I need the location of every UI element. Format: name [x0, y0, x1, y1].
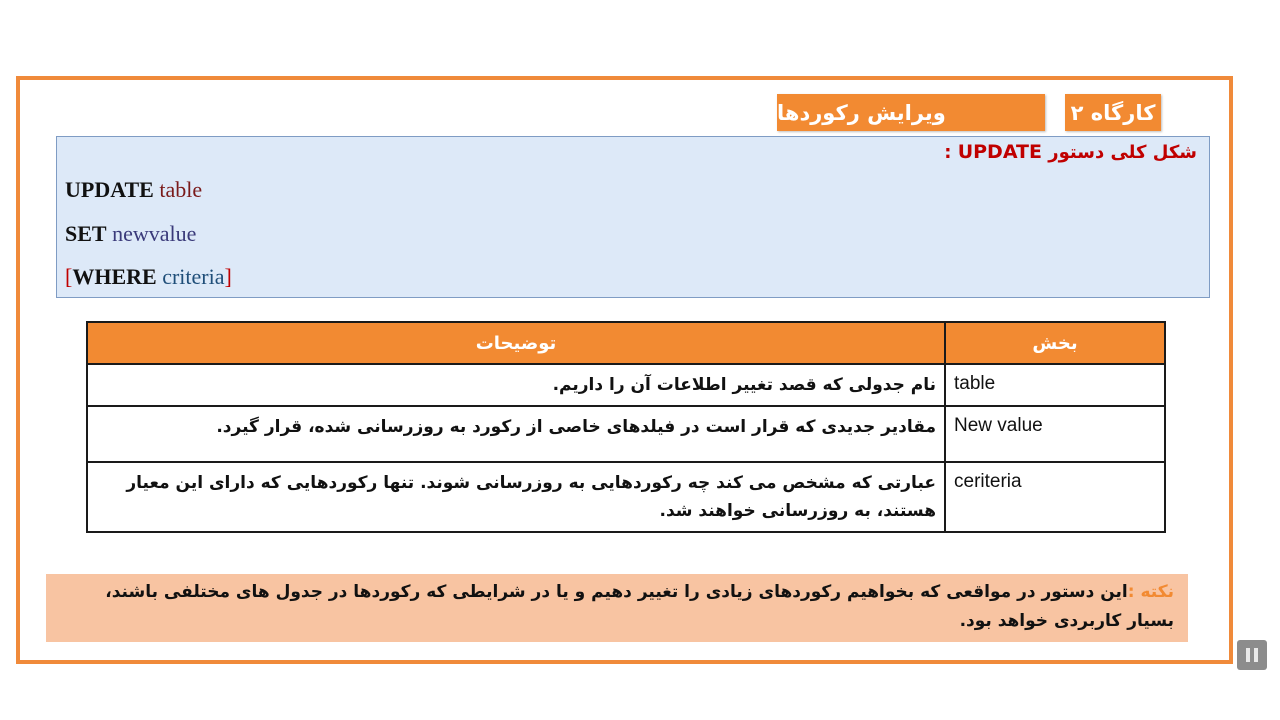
syntax-heading-prefix: شکل کلی دستور [1048, 142, 1197, 163]
cell-desc: مقادیر جدیدی که قرار است در فیلدهای خاصی از رکورد به روزرسانی شده، قرار گیرد. [87, 406, 945, 462]
lab-badge-label: کارگاه ۲ [1070, 100, 1156, 125]
syntax-arg-table: table [159, 177, 203, 202]
note-text: این دستور در مواقعی که بخواهیم رکوردهای زیادی را تغییر دهیم و یا در شرایطی که رکوردها در جدول های مختلفی باشند، بسیار کاربردی خواهد بود. [105, 582, 1174, 631]
syntax-keyword-set: SET [65, 221, 107, 246]
slide-title [777, 94, 1045, 131]
syntax-bracket-open: [ [65, 264, 73, 289]
cell-part: ceriteria [945, 462, 1165, 532]
parts-table [86, 321, 1166, 533]
syntax-heading [944, 141, 1197, 163]
table-row [87, 462, 1165, 532]
pause-icon [1246, 648, 1250, 662]
note-box [46, 574, 1188, 642]
syntax-keyword-where: WHERE [72, 264, 157, 289]
syntax-line-set [65, 221, 196, 247]
header-desc: توضیحات [87, 322, 945, 364]
syntax-heading-suffix: : [944, 142, 952, 163]
syntax-arg-newvalue: newvalue [112, 221, 197, 246]
table-row [87, 364, 1165, 406]
syntax-line-where [65, 264, 232, 290]
table-row [87, 406, 1165, 462]
cell-desc: نام جدولی که قصد تغییر اطلاعات آن را داریم. [87, 364, 945, 406]
slide-frame [16, 76, 1233, 664]
syntax-arg-criteria: criteria [162, 264, 225, 289]
lab-badge [1065, 94, 1161, 131]
syntax-keyword-update: UPDATE [65, 177, 154, 202]
pause-icon [1254, 648, 1258, 662]
syntax-line-update [65, 177, 202, 203]
cell-part: table [945, 364, 1165, 406]
slide-title-label: ویرایش رکوردها [777, 100, 946, 125]
cell-desc: عبارتی که مشخص می کند چه رکوردهایی به روزرسانی شوند. تنها رکوردهایی که دارای این معیار هستند، به روزرسانی خواهند شد. [87, 462, 945, 532]
header-part: بخش [945, 322, 1165, 364]
syntax-heading-keyword: UPDATE [957, 141, 1042, 163]
syntax-box [56, 136, 1210, 298]
note-label: نکته : [1127, 582, 1174, 602]
cell-part: New value [945, 406, 1165, 462]
table-header-row [87, 322, 1165, 364]
pause-button[interactable] [1237, 640, 1267, 670]
syntax-bracket-close: ] [224, 264, 232, 289]
